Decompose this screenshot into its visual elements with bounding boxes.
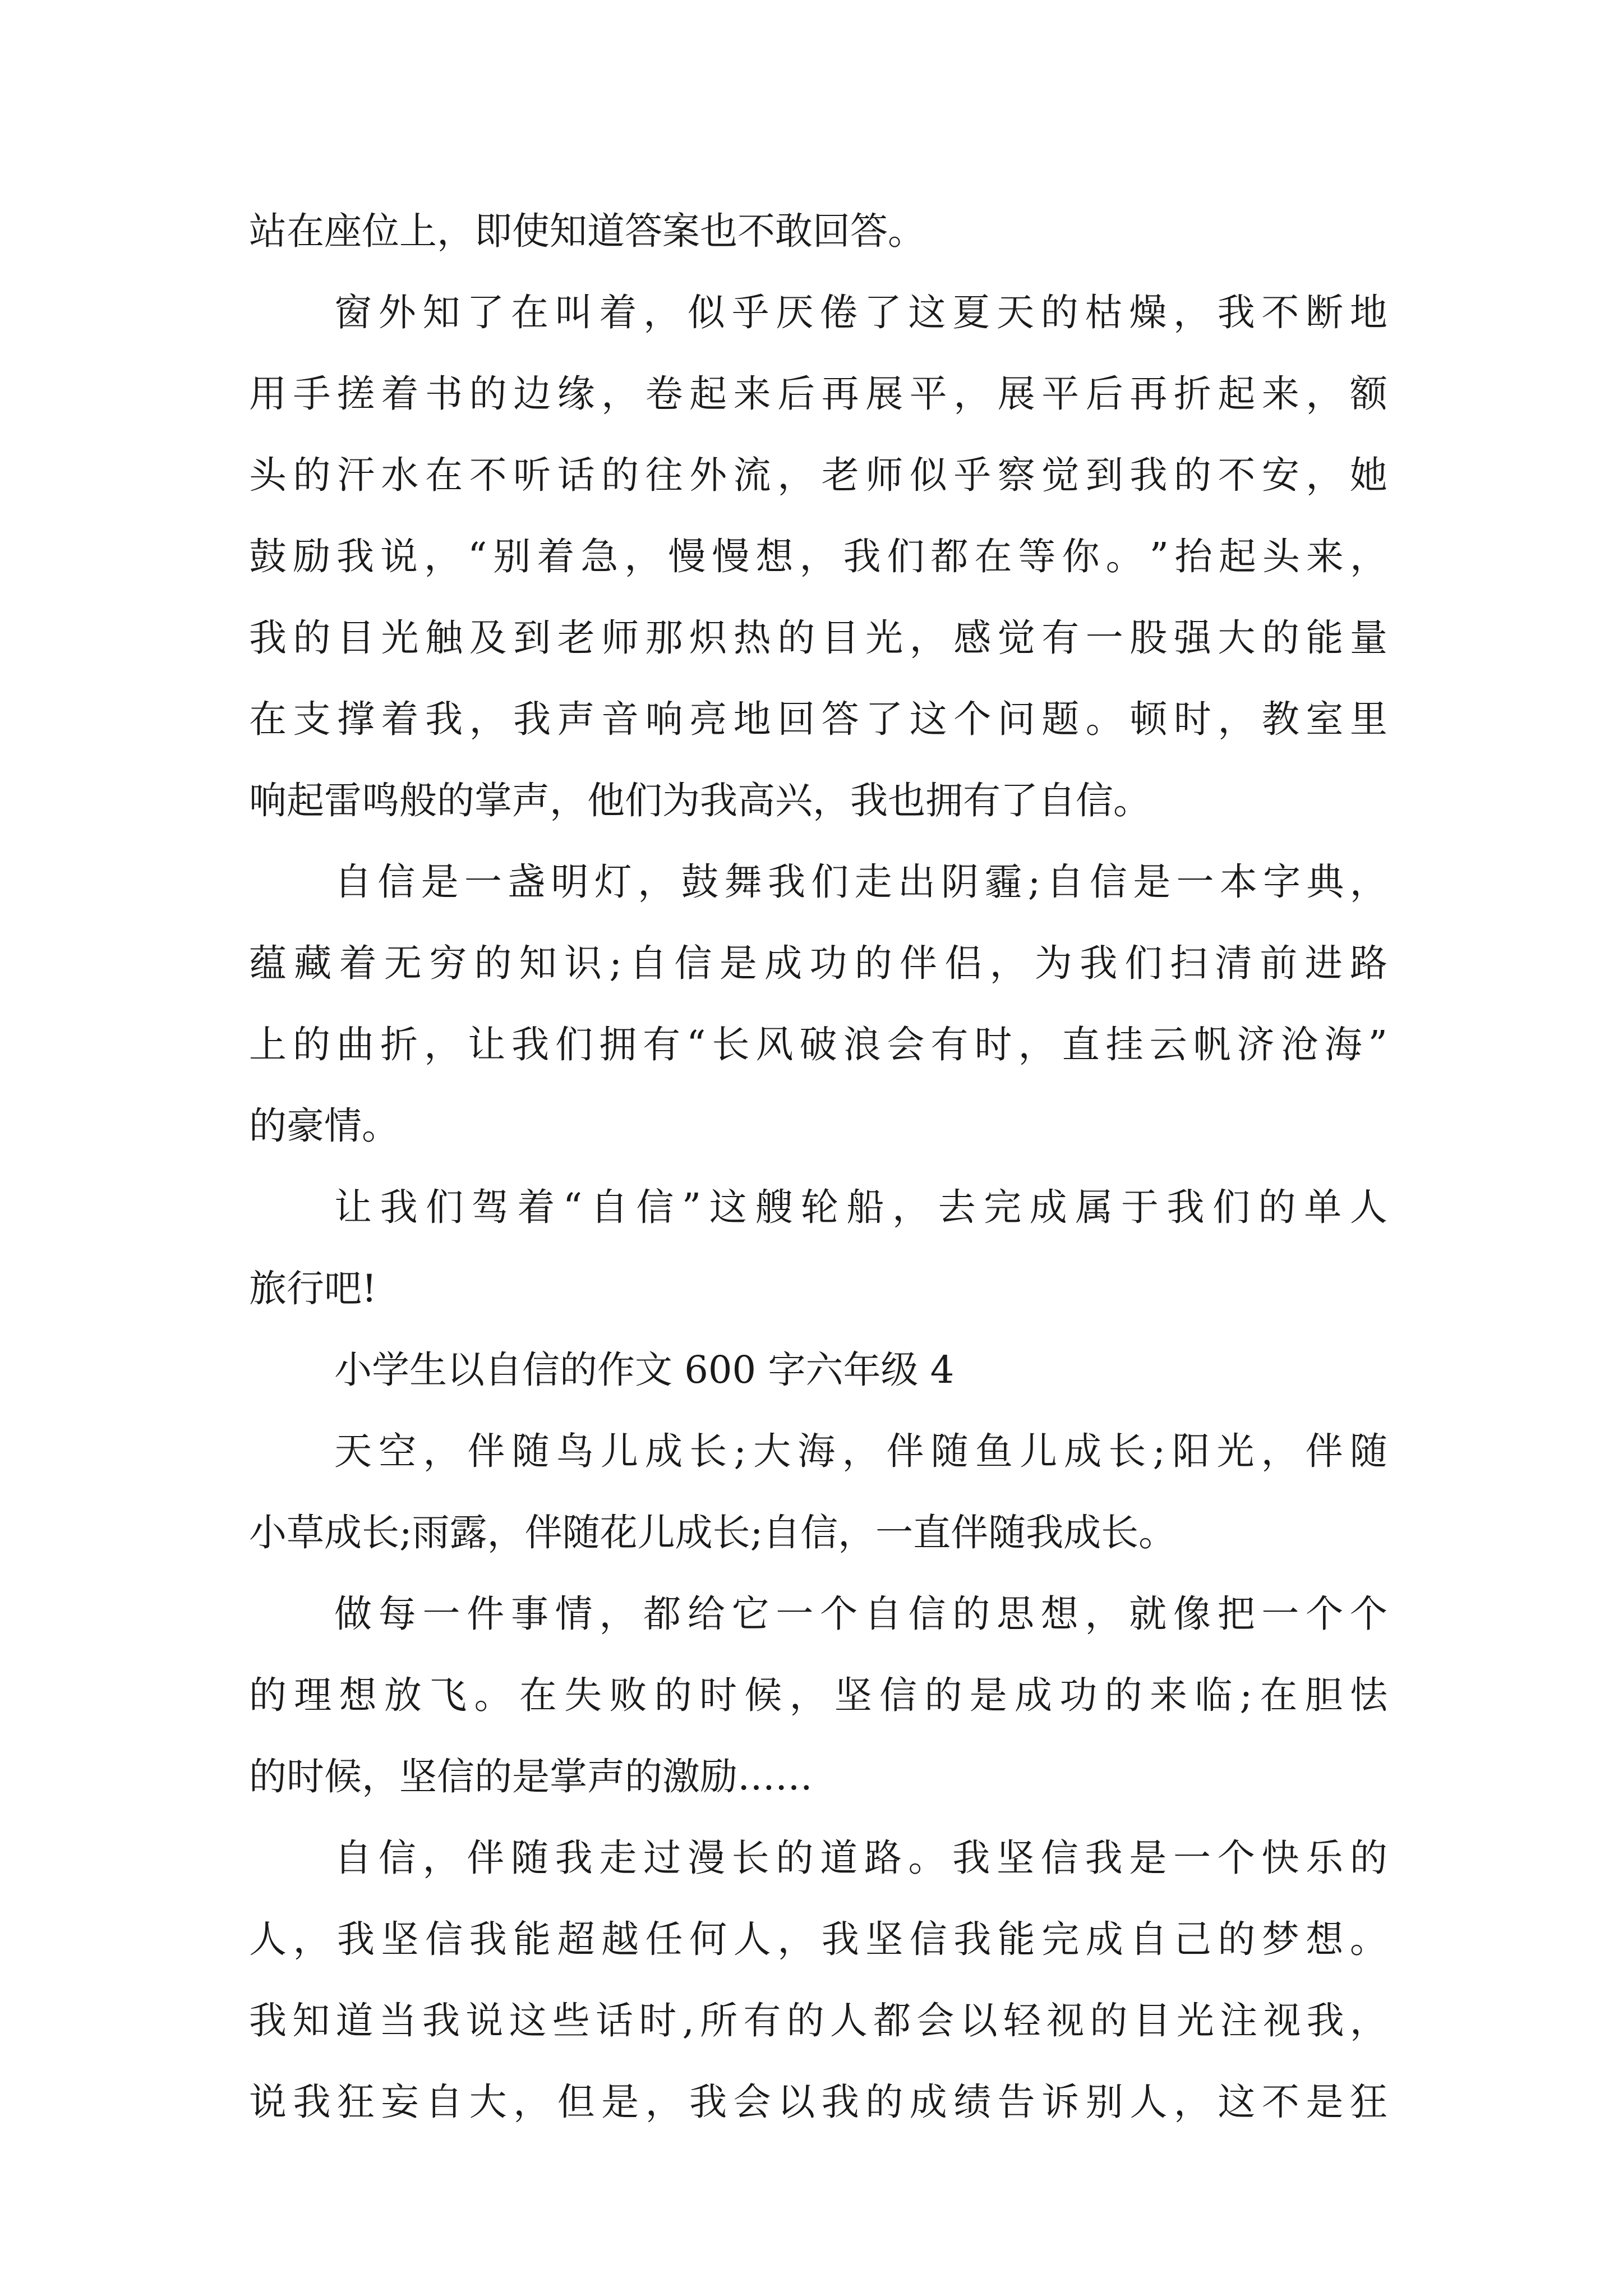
text-line: 的豪情。 [249, 1104, 399, 1148]
text-line: 小草成长;雨露，伴随花儿成长;自信，一直伴随我成长。 [249, 1511, 1177, 1554]
text-line: 头 的 汗 水 在 不 听 话 的 往 外 流 ， 老 师 似 乎 察 觉 到 我 的 不 安 ， 她 [249, 453, 1387, 497]
text-line: 我 的 目 光 触 及 到 老 师 那 炽 热 的 目 光 ， 感 觉 有 一 股 强 大 的 能 量 [249, 616, 1387, 660]
text-line: 响起雷鸣般的掌声，他们为我高兴，我也拥有了自信。 [249, 779, 1151, 822]
text-line: 做 每 一 件 事 情 ， 都 给 它 一 个 自 信 的 思 想 ， 就 像 把 一 个 个 [334, 1592, 1387, 1636]
text-line: 旅行吧! [249, 1267, 377, 1310]
text-line: 人 ， 我 坚 信 我 能 超 越 任 何 人 ， 我 坚 信 我 能 完 成 自 己 的 梦 想 。 [249, 1917, 1387, 1961]
text-line: 天 空 ， 伴 随 鸟 儿 成 长 ; 大 海 ， 伴 随 鱼 儿 成 长 ; 阳 光 ， 伴 随 [334, 1429, 1387, 1473]
text-line: 窗 外 知 了 在 叫 着 ， 似 乎 厌 倦 了 这 夏 天 的 枯 燥 ， 我 不 断 地 [334, 291, 1387, 334]
body-text [249, 191, 1387, 2143]
text-line: 鼓 励 我 说 ， “ 别 着 急 ， 慢 慢 想 ， 我 们 都 在 等 你 。 ” 抬 起 头 来 ， [249, 535, 1387, 578]
text-line: 蕴 藏 着 无 穷 的 知 识 ; 自 信 是 成 功 的 伴 侣 ， 为 我 们 扫 清 前 进 路 [249, 941, 1387, 985]
text-line: 站在座位上，即使知道答案也不敢回答。 [249, 209, 925, 253]
text-line: 上 的 曲 折 ， 让 我 们 拥 有 “ 长 风 破 浪 会 有 时 ， 直 挂 云 帆 济 沧 海 ” [249, 1023, 1387, 1066]
text-line: 自 信 是 一 盏 明 灯 ， 鼓 舞 我 们 走 出 阴 霾 ; 自 信 是 一 本 字 典 ， [334, 860, 1387, 904]
text-line: 说 我 狂 妄 自 大 ， 但 是 ， 我 会 以 我 的 成 绩 告 诉 别 人 ， 这 不 是 狂 [249, 2080, 1387, 2124]
text-line: 小学生以自信的作文 600 字六年级 4 [334, 1348, 955, 1392]
text-line: 自 信 ， 伴 随 我 走 过 漫 长 的 道 路 。 我 坚 信 我 是 一 个 快 乐 的 [334, 1836, 1387, 1880]
text-line: 我 知 道 当 我 说 这 些 话 时 , 所 有 的 人 都 会 以 轻 视 的 目 光 注 视 我 ， [249, 1999, 1387, 2042]
text-line: 的 理 想 放 飞 。 在 失 败 的 时 候 ， 坚 信 的 是 成 功 的 来 临 ; 在 胆 怯 [249, 1673, 1387, 1717]
text-line: 让 我 们 驾 着 “ 自 信 ” 这 艘 轮 船 ， 去 完 成 属 于 我 们 的 单 人 [334, 1185, 1387, 1229]
text-line: 的时候，坚信的是掌声的激励…… [249, 1755, 813, 1798]
text-line: 在 支 撑 着 我 ， 我 声 音 响 亮 地 回 答 了 这 个 问 题 。 顿 时 ， 教 室 里 [249, 697, 1387, 741]
text-line: 用 手 搓 着 书 的 边 缘 ， 卷 起 来 后 再 展 平 ， 展 平 后 再 折 起 来 ， 额 [249, 372, 1387, 416]
